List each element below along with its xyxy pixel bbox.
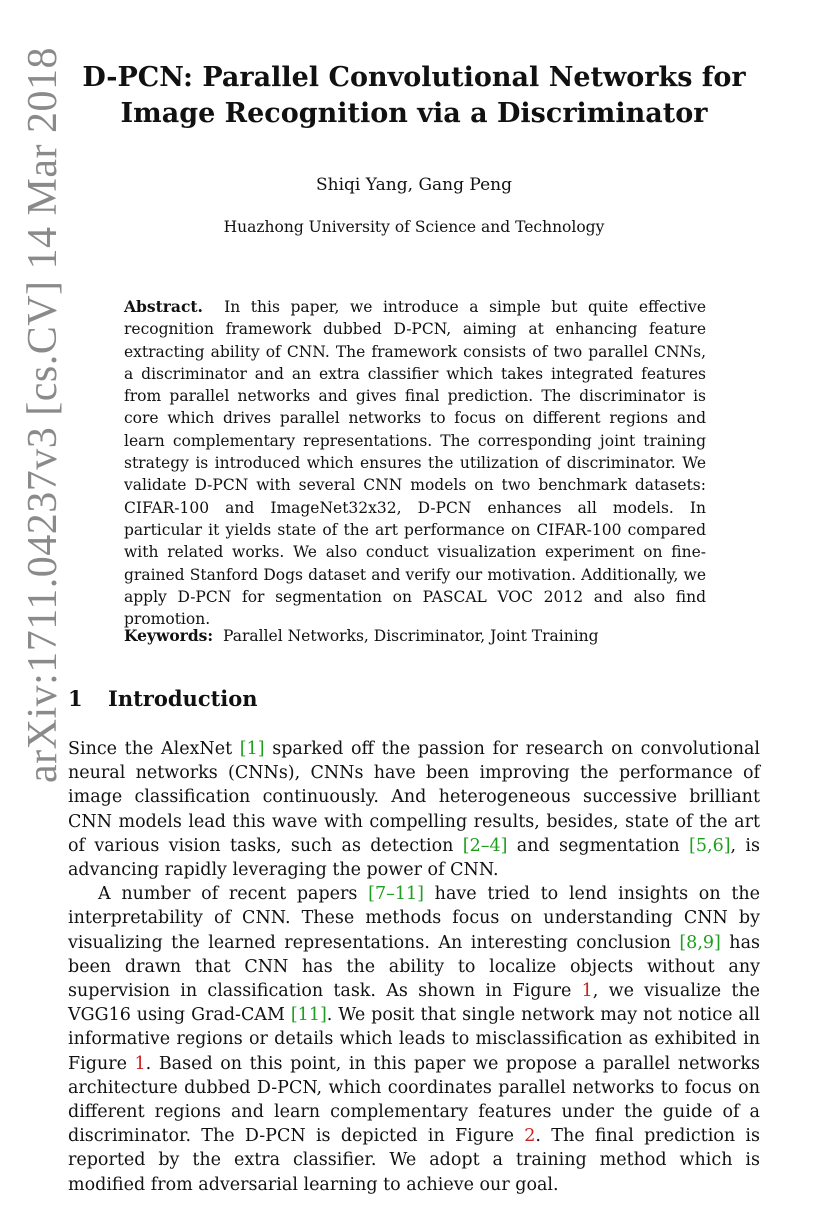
text-run: . Based on this point, in this paper we propose a parallel networks architecture dubbed D-PCN, which coordinates parallel networks to focus on different regions and learn complementary features under the guide of a discriminator. The D-PCN is depicted in Figure: [68, 1053, 760, 1147]
abstract-block: [124, 296, 706, 630]
figure-reference-link[interactable]: 1: [134, 1053, 146, 1074]
text-run: sparked off the passion for research on convolutional neural networks (CNNs), CNNs have been improving the performance of image classification continuously. And heterogeneous successive brilliant CNN models lead this wave with compelling results, besides, state of the art of various vision tasks, such as detection: [68, 739, 760, 856]
citation-link[interactable]: [8,: [679, 932, 703, 953]
intro-paragraph-1: [68, 737, 760, 882]
citation-link[interactable]: [11]: [290, 1005, 327, 1026]
text-run: and segmentation: [507, 835, 690, 856]
text-run: . We posit that single network may not notice all informative regions or details which leads to misclassification as exhibited in Figure: [68, 1005, 760, 1074]
section-number: 1: [68, 686, 83, 711]
paper-title-line-1: D-PCN: Parallel Convolutional Networks for: [82, 62, 746, 93]
text-run: , we visualize the VGG16 using Grad-CAM: [68, 981, 760, 1026]
figure-reference-link[interactable]: 1: [581, 981, 593, 1002]
citation-link[interactable]: 6]: [712, 835, 731, 856]
citation-link[interactable]: [2–4]: [462, 835, 508, 856]
keywords-text: Parallel Networks, Discriminator, Joint Training: [223, 627, 599, 645]
keywords-label: Keywords:: [124, 626, 214, 645]
paper-affiliation: Huazhong University of Science and Technology: [223, 218, 605, 236]
arxiv-identifier-stamp: [14, 46, 72, 784]
figure-reference-link[interactable]: 2: [524, 1126, 536, 1147]
abstract-text: In this paper, we introduce a simple but quite effective recognition framework dubbed D-PCN, aiming at enhancing feature extracting ability of CNN. The framework consists of two parallel CNNs, a discriminator and an extra classifier which takes integrated features from parallel networks and gives final prediction. The discriminator is core which drives parallel networks to focus on different regions and learn complementary representations. The corresponding joint training strategy is introduced which ensures the utilization of discriminator. We validate D-PCN with several CNN models on two benchmark datasets: CIFAR-100 and ImageNet32x32, D-PCN enhances all models. In particular it yields state of the art performance on CIFAR-100 compared with related works. We also conduct visualization experiment on fine-grained Stanford Dogs dataset and verify our motivation. Additionally, we apply D-PCN for segmentation on PASCAL VOC 2012 and also find promotion.: [124, 298, 706, 629]
arxiv-identifier-text: arXiv:1711.04237v3 [cs.CV] 14 Mar 2018: [20, 46, 67, 784]
keywords-block: [124, 625, 706, 647]
abstract-label: Abstract.: [124, 297, 203, 316]
section-title: Introduction: [108, 686, 258, 711]
text-run: , is advancing rapidly leveraging the power of CNN.: [68, 835, 761, 881]
introduction-body: [68, 737, 760, 1197]
text-run: have tried to lend insights on the interpretability of CNN. These methods focus on understanding CNN by visualizing the learned representations. An interesting conclusion: [68, 884, 760, 953]
citation-link[interactable]: [5,: [689, 835, 713, 856]
intro-paragraph-2: [68, 882, 760, 1197]
paper-authors: Shiqi Yang, Gang Peng: [316, 175, 512, 195]
citation-link[interactable]: [7–11]: [368, 884, 424, 905]
text-run: . The final prediction is reported by the extra classifier. We adopt a training method which is modified from adversarial learning to achieve our goal.: [68, 1126, 760, 1195]
text-run: Since the AlexNet: [68, 739, 240, 759]
citation-link[interactable]: [1]: [239, 739, 265, 759]
citation-link[interactable]: 9]: [702, 932, 721, 953]
paper-title: [80, 60, 748, 132]
section-heading-introduction: [68, 686, 258, 711]
text-run: A number of recent papers: [98, 884, 369, 905]
text-run: has been drawn that CNN has the ability to localize objects without any supervision in classification task. As shown in Figure: [68, 932, 760, 1002]
paper-title-line-2: Image Recognition via a Discriminator: [120, 98, 708, 129]
